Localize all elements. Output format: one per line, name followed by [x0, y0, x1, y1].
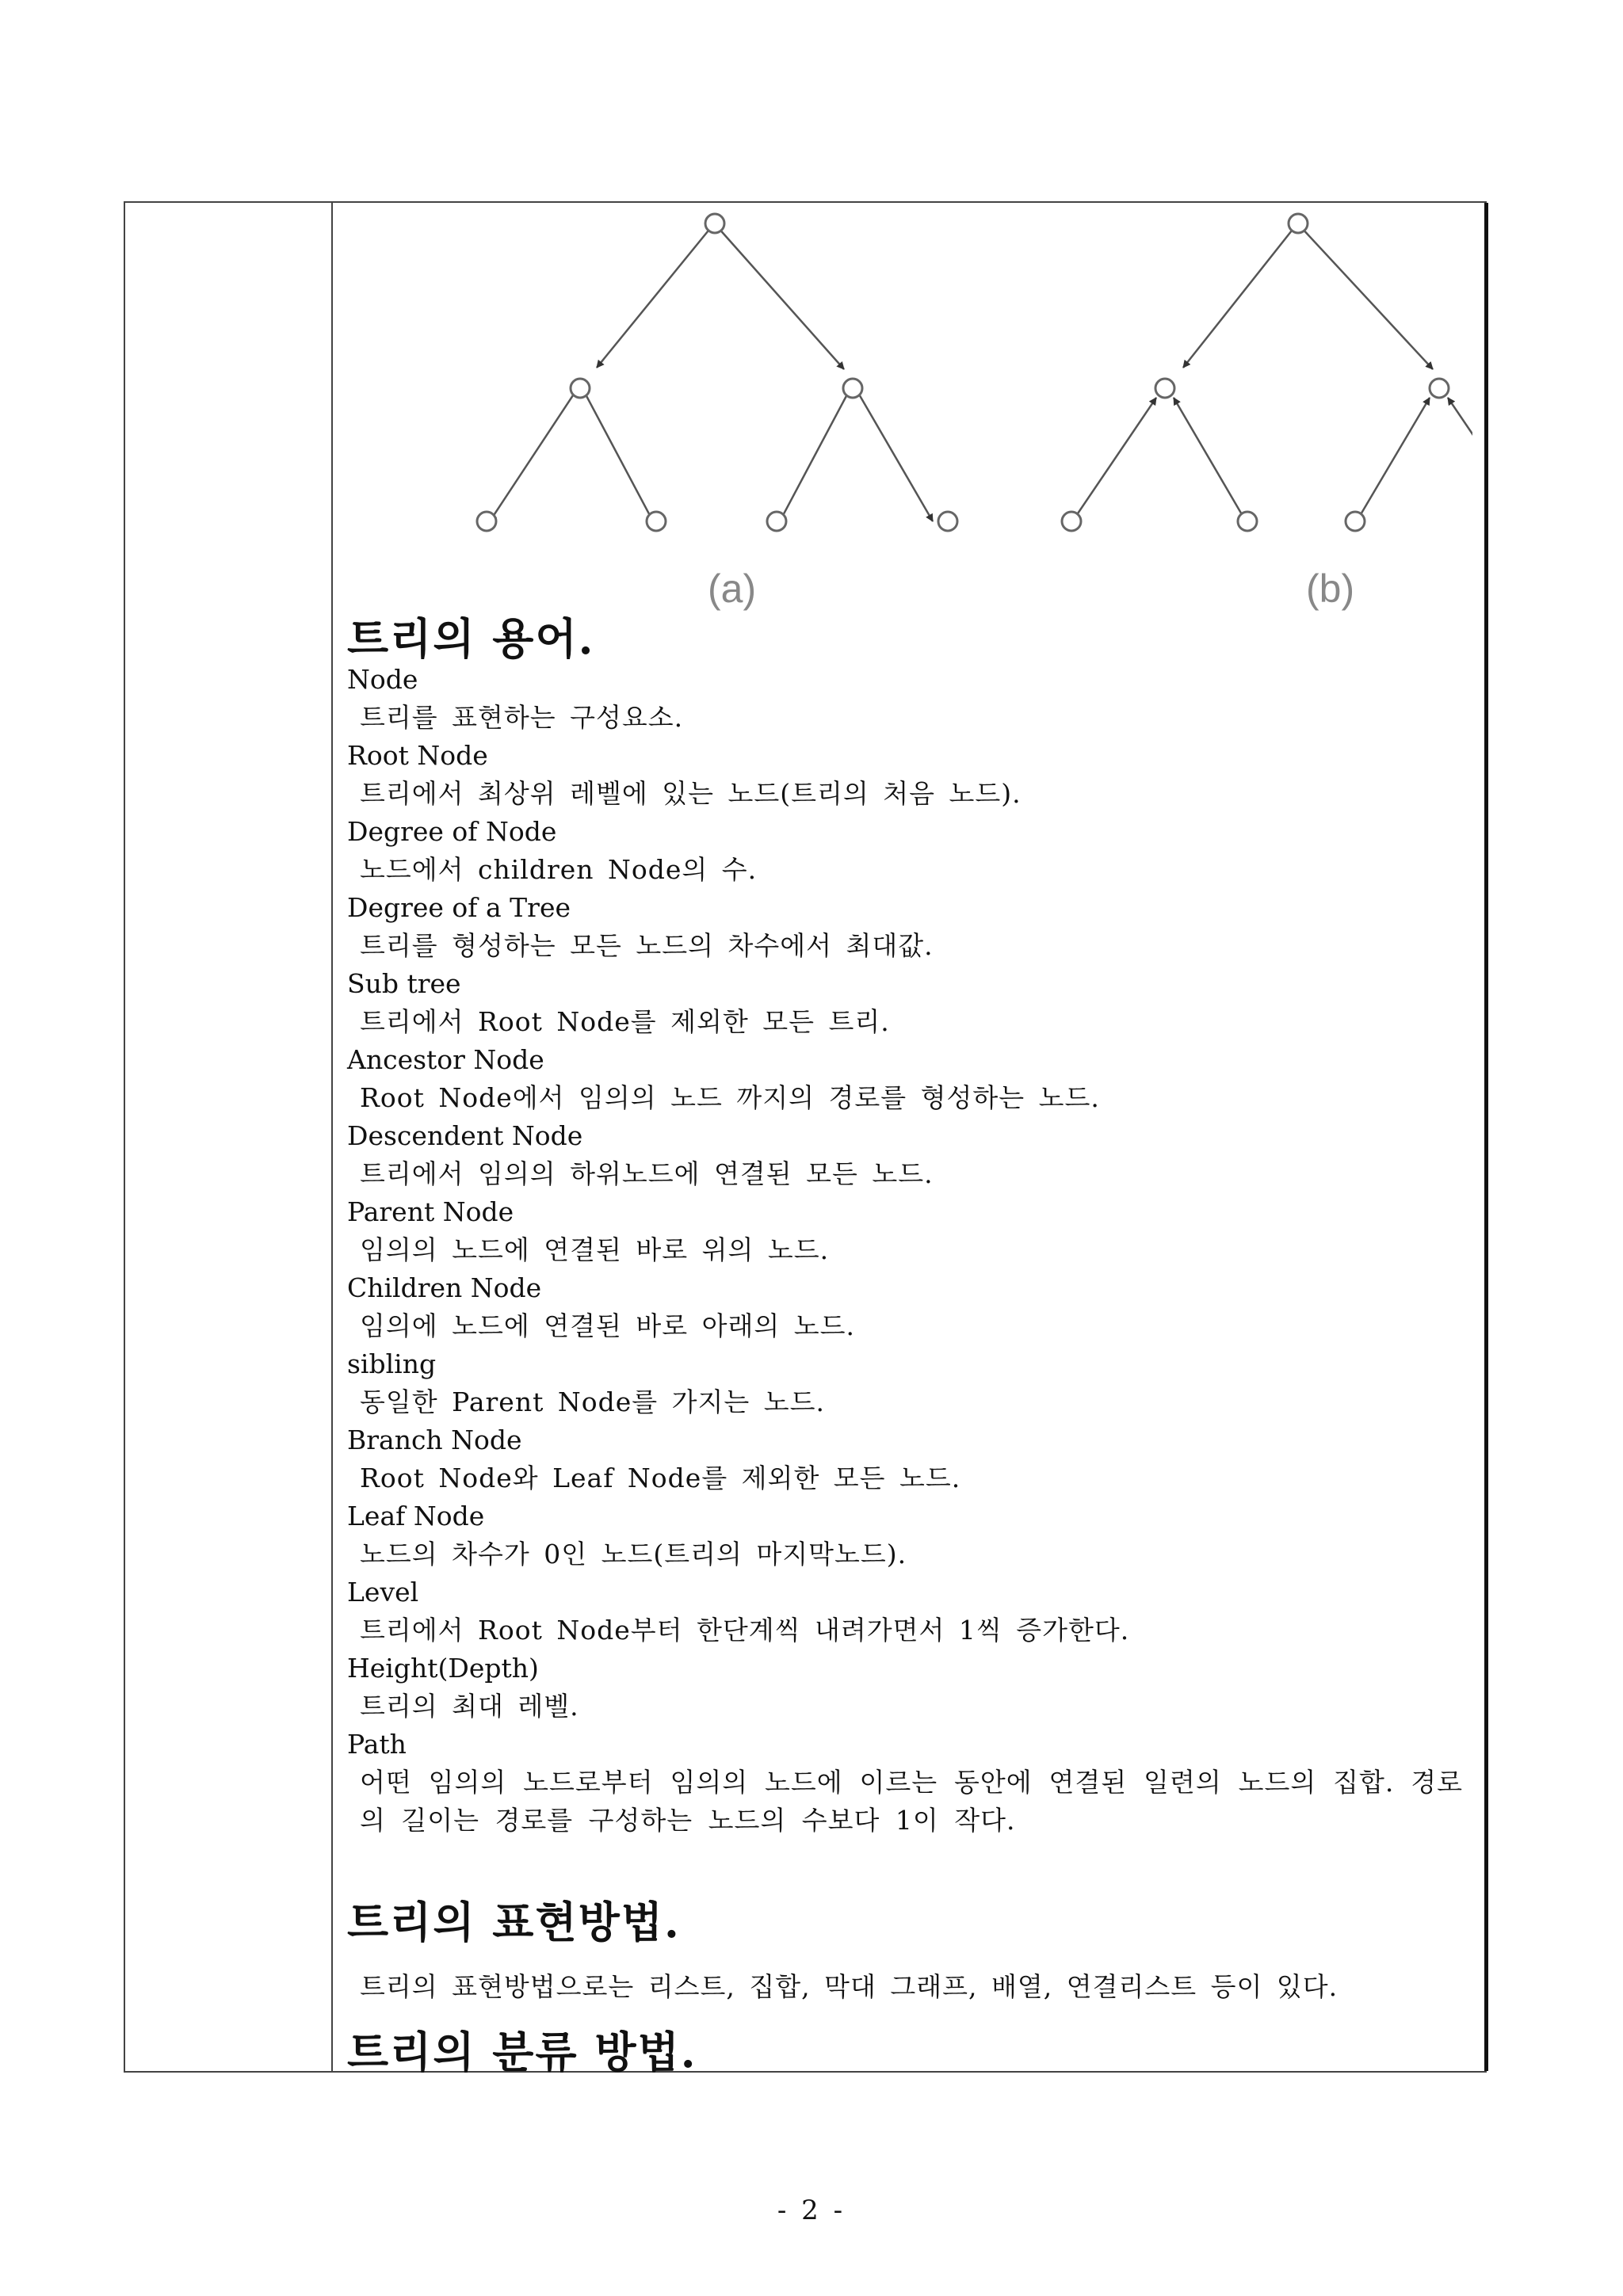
term-name: Height(Depth) — [347, 1653, 539, 1684]
tree-b-node — [1430, 379, 1449, 398]
term-description: 트리를 표현하는 구성요소. — [360, 702, 684, 733]
term-name: Descendent Node — [347, 1120, 583, 1151]
term-description: 어떤 임의의 노드로부터 임의의 노드에 이르는 동안에 연결된 일련의 노드의 집합. 경로의 길이는 경로를 구성하는 노드의 수보다 1이 작다. — [360, 1767, 1463, 1836]
tree-b-root-node — [1289, 214, 1308, 233]
tree-a-leaf-node — [767, 512, 786, 531]
tree-diagrams — [347, 203, 1472, 631]
term-description: 트리의 최대 레벨. — [360, 1691, 579, 1722]
term-description: 노드의 차수가 0인 노드(트리의 마지막노드). — [360, 1539, 907, 1569]
tree-a-leaf-node — [477, 512, 496, 531]
tree-b — [1062, 214, 1472, 531]
term-name: sibling — [347, 1348, 437, 1379]
table-right-border — [1484, 203, 1488, 2071]
term-name: Children Node — [347, 1272, 542, 1303]
tree-a-leaf-node — [647, 512, 666, 531]
tree-a-node — [843, 379, 862, 398]
term-description: 트리에서 최상위 레벨에 있는 노드(트리의 처음 노드). — [360, 778, 1022, 809]
tree-a-leaf-node — [938, 512, 957, 531]
term-name: Root Node — [347, 740, 488, 771]
term-description: 트리에서 임의의 하위노드에 연결된 모든 노드. — [360, 1158, 934, 1189]
term-description: 임의의 노드에 연결된 바로 위의 노드. — [360, 1234, 830, 1265]
term-name: Leaf Node — [347, 1501, 485, 1531]
page-number: - 2 - — [777, 2195, 846, 2226]
term-name: Parent Node — [347, 1196, 514, 1227]
term-description: 임의에 노드에 연결된 바로 아래의 노드. — [360, 1310, 855, 1341]
term-description: 트리에서 Root Node를 제외한 모든 트리. — [360, 1006, 890, 1037]
table-left-column — [125, 203, 333, 2071]
tree-a — [477, 214, 957, 531]
term-name: Ancestor Node — [347, 1044, 544, 1075]
tree-a-node — [571, 379, 590, 398]
figure-label-a: (a) — [708, 566, 757, 611]
tree-b-leaf-node — [1346, 512, 1365, 531]
term-description: Root Node와 Leaf Node를 제외한 모든 노드. — [360, 1463, 961, 1493]
content-table — [124, 201, 1487, 2077]
term-name: Branch Node — [347, 1425, 522, 1455]
term-description: 트리에서 Root Node부터 한단계씩 내려가면서 1씩 증가한다. — [360, 1615, 1130, 1646]
term-name: Path — [347, 1729, 407, 1760]
term-description: 동일한 Parent Node를 가지는 노드. — [360, 1386, 825, 1417]
term-description: 노드에서 children Node의 수. — [360, 854, 758, 885]
table-content-cell — [347, 203, 1472, 2077]
term-name: Level — [347, 1577, 419, 1608]
term-name: Sub tree — [347, 968, 461, 999]
term-description: 트리를 형성하는 모든 노드의 차수에서 최대값. — [360, 930, 934, 961]
terms-list — [347, 661, 1463, 1840]
term-name: Node — [347, 664, 418, 695]
tree-b-leaf-node — [1238, 512, 1257, 531]
tree-a-root-node — [705, 214, 724, 233]
tree-b-leaf-node — [1062, 512, 1081, 531]
representation-heading: 트리의 표현방법. — [347, 1897, 681, 1947]
term-name: Degree of a Tree — [347, 892, 571, 923]
figure-label-b: (b) — [1306, 566, 1355, 611]
classification-heading: 트리의 분류 방법. — [347, 2027, 697, 2077]
representation-text: 트리의 표현방법으로는 리스트, 집합, 막대 그래프, 배열, 연결리스트 등이 있다. — [360, 1971, 1338, 2002]
terms-heading: 트리의 용어. — [347, 613, 595, 664]
term-name: Degree of Node — [347, 816, 557, 847]
tree-b-node — [1155, 379, 1174, 398]
term-description: Root Node에서 임의의 노드 까지의 경로를 형성하는 노드. — [360, 1082, 1100, 1113]
